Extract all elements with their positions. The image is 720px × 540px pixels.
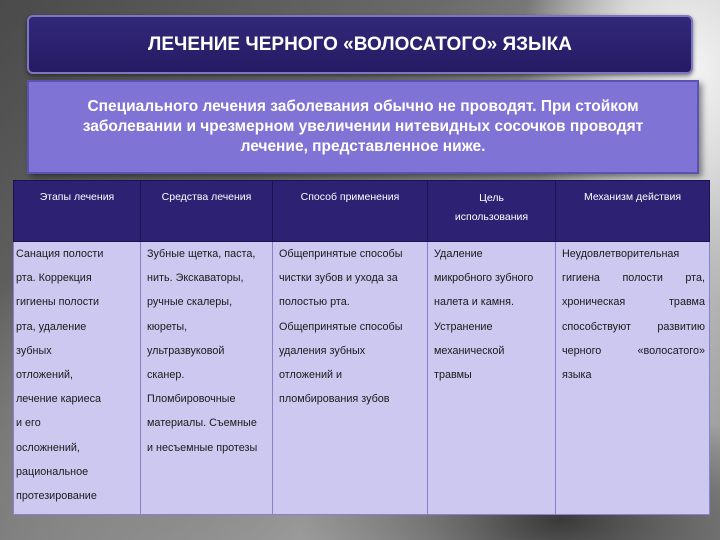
slide-title: ЛЕЧЕНИЕ ЧЕРНОГО «ВОЛОСАТОГО» ЯЗЫКА (27, 15, 693, 74)
header-goal-line2: использования (454, 211, 529, 223)
header-goal (428, 181, 556, 242)
means-line: Пломбировочные (147, 393, 236, 406)
intro-box (27, 80, 699, 174)
means-line: Зубные щетка, паста, (147, 248, 256, 260)
mechanism-line: способствуют развитию (562, 320, 705, 333)
means-line: нить. Экскаваторы, (147, 272, 244, 285)
stage-line: и его (16, 417, 41, 430)
means-line: и несъемные протезы (147, 441, 258, 454)
goal-line: механической (434, 344, 505, 357)
method-line: Общепринятые способы (279, 320, 403, 333)
goal-line: травмы (434, 368, 472, 381)
method-line: отложений и (279, 368, 343, 381)
stage-line: рациональное (16, 465, 89, 478)
cell-method (273, 242, 428, 515)
header-mechanism: Механизм действия (556, 181, 710, 242)
method-line: Общепринятые способы (279, 248, 403, 260)
stage-line: отложений, (16, 368, 74, 381)
means-line: кюреты, (147, 320, 188, 333)
stage-line: Санация полости (16, 248, 104, 260)
header-goal-line1: Цель (479, 192, 504, 204)
header-method: Способ применения (273, 181, 428, 242)
goal-line: налета и камня. (434, 296, 514, 309)
method-line: полостью рта. (279, 296, 350, 309)
header-stages: Этапы лечения (14, 181, 141, 242)
method-line: чистки зубов и ухода за (279, 272, 398, 285)
mechanism-line: хроническая травма (562, 296, 705, 309)
cell-stages (14, 242, 141, 515)
goal-line: Устранение (434, 320, 493, 333)
stage-line: гигиены полости (16, 296, 100, 309)
method-line: удаления зубных (279, 344, 366, 357)
intro-text: Специального лечения заболевания обычно не проводят. При стойком заболевании и чрезмерном увеличении нитевидных сосочков проводят лечение, представленное ниже. (82, 98, 644, 155)
means-line: ручные скалеры, (147, 296, 233, 309)
mechanism-line: Неудовлетворительная (562, 248, 680, 260)
table-header-row (14, 181, 710, 242)
mechanism-line: черного «волосатого» (562, 344, 705, 357)
stage-line: осложнений, (16, 441, 80, 454)
stage-line: рта, удаление (16, 320, 87, 333)
means-line: материалы. Съемные (147, 417, 257, 430)
cell-means (141, 242, 273, 515)
stage-line: лечение кариеса (16, 393, 101, 406)
means-line: ультразвуковой (147, 344, 225, 357)
stage-line: протезирование (16, 489, 97, 502)
goal-line: Удаление (434, 248, 483, 260)
cell-mechanism (556, 242, 710, 515)
mechanism-line: языка (562, 368, 592, 381)
stage-line: зубных (16, 344, 52, 357)
header-means: Средства лечения (141, 181, 273, 242)
cell-goal (428, 242, 556, 515)
mechanism-line: гигиена полости рта, (562, 272, 705, 285)
goal-line: микробного зубного (434, 272, 534, 285)
table-row (14, 242, 710, 515)
method-line: пломбирования зубов (279, 393, 390, 406)
means-line: сканер. (147, 368, 185, 381)
treatment-table (13, 180, 710, 515)
stage-line: рта. Коррекция (16, 272, 92, 285)
